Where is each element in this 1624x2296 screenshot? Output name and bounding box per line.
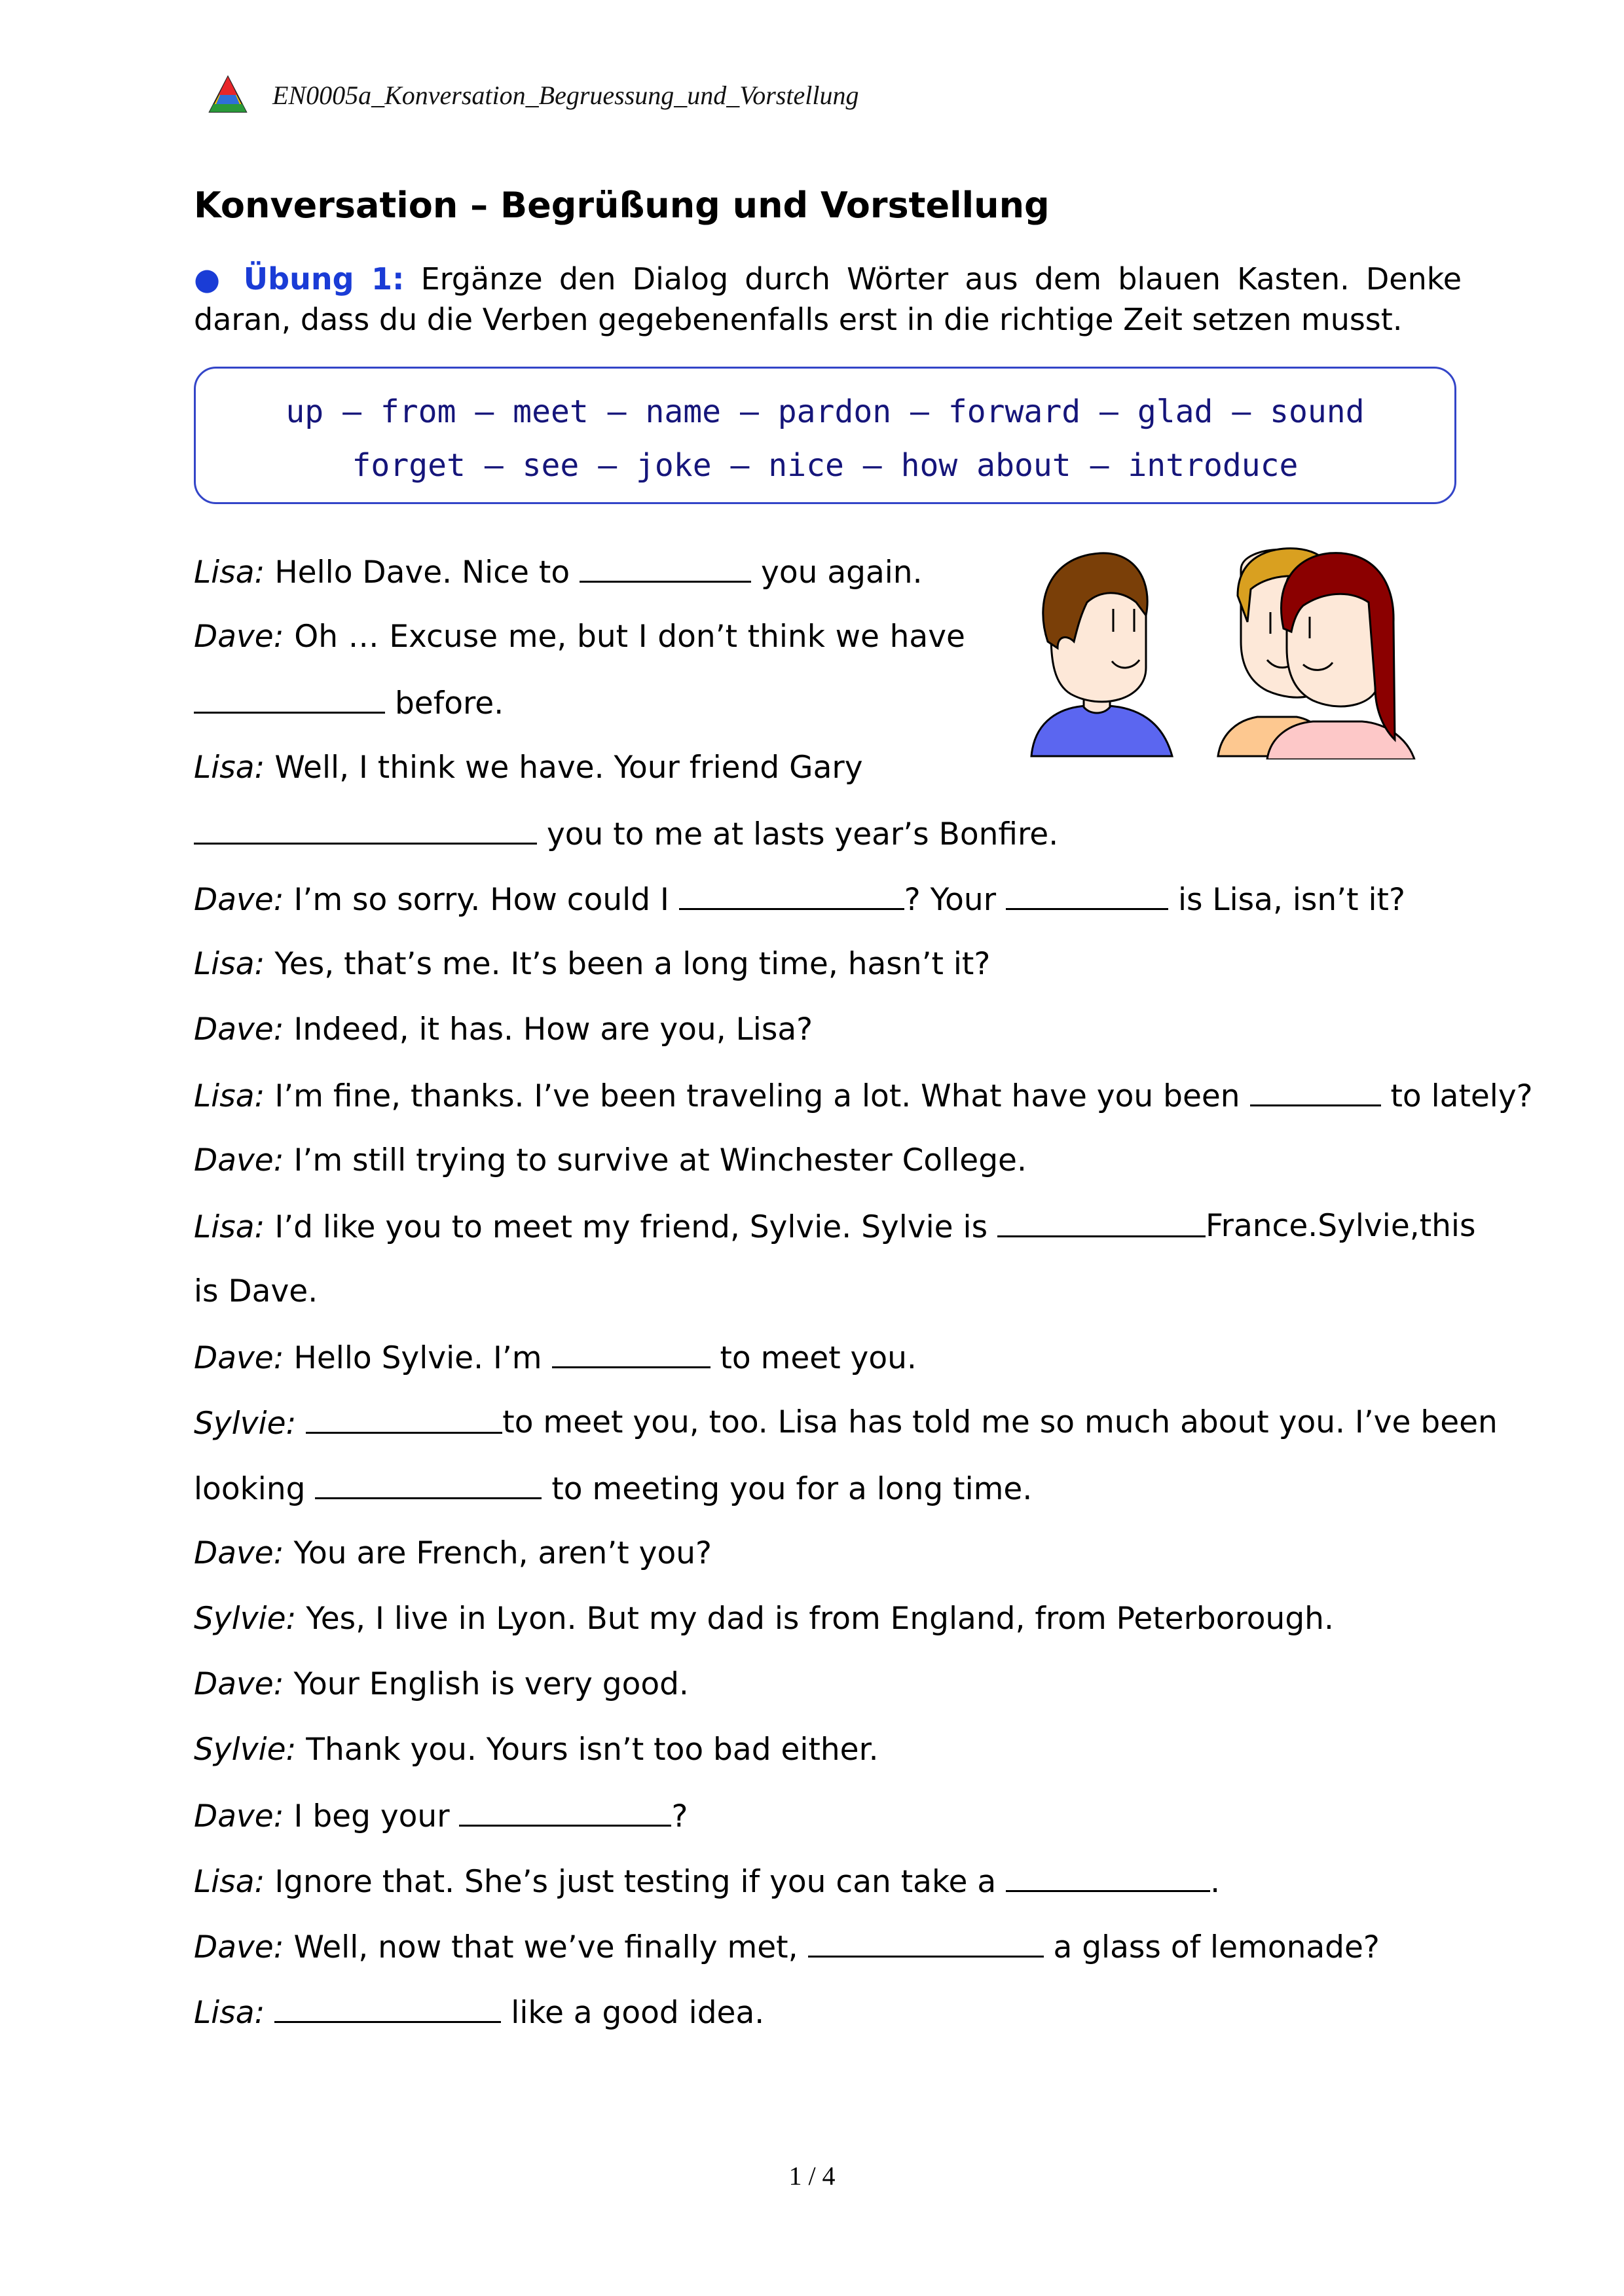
red-haired-girl-figure-icon <box>1267 553 1414 759</box>
dialog-text: Hello Dave. Nice to <box>274 555 570 591</box>
dialog-text: Your English is very good. <box>293 1666 689 1702</box>
blank-field[interactable] <box>580 552 751 583</box>
blank-field[interactable] <box>194 814 537 845</box>
dialog-word: this <box>1419 1208 1476 1244</box>
dialog-text: to meet you, too. Lisa has told me so much about you. I’ve been <box>502 1404 1498 1440</box>
dialog-word: but <box>577 619 629 655</box>
dialog-text: Thank you. Yours isn’t too bad either. <box>306 1732 879 1768</box>
exercise-instruction <box>194 259 1462 340</box>
dialog-text: you again. <box>761 555 923 591</box>
blank-field[interactable] <box>679 879 904 910</box>
exercise-label: Übung 1: <box>243 261 405 297</box>
speaker-label: Lisa: <box>194 1864 265 1900</box>
dialog-word: I <box>638 619 648 655</box>
dialog-word: Excuse <box>389 619 498 655</box>
dialog-line <box>194 945 990 984</box>
dialog-line <box>194 879 1405 920</box>
dialog-line <box>194 1076 1533 1116</box>
dialog-text: I’d like you to meet my friend, Sylvie. Sylvie is <box>274 1209 988 1245</box>
dialog-text: is Dave. <box>194 1273 318 1309</box>
word-box <box>194 367 1456 504</box>
dialog-line <box>194 1272 318 1311</box>
dialog-text: I’m so sorry. How could I <box>293 882 669 918</box>
blank-field[interactable] <box>274 1992 501 2023</box>
dialog-line <box>194 552 923 592</box>
blank-field[interactable] <box>306 1403 502 1434</box>
speaker-label: Lisa: <box>194 1995 265 2031</box>
blank-field[interactable] <box>315 1468 542 1499</box>
dialog-word: think <box>747 619 825 655</box>
dialog-text: I beg your <box>293 1798 450 1834</box>
dialog-line <box>194 617 965 657</box>
bullet-icon: ● <box>194 261 227 297</box>
speaker-label: Lisa: <box>194 946 265 982</box>
dialog-text: is Lisa, isn’t it? <box>1177 882 1405 918</box>
dialog-word: don’t <box>657 619 737 655</box>
dialog-line <box>194 1338 917 1378</box>
speaker-label: Dave: <box>194 1142 284 1178</box>
boy-figure-icon <box>1031 553 1172 756</box>
blank-field[interactable] <box>459 1796 671 1827</box>
dialog-line <box>194 1207 1476 1247</box>
dialog-text: I’m fine, thanks. I’ve been traveling a lot. What have you been <box>274 1078 1240 1114</box>
speaker-label: Dave: <box>194 1535 284 1571</box>
speaker-label: Dave: <box>194 1929 284 1965</box>
dialog-line <box>194 1141 1027 1180</box>
dialog-text: like a good idea. <box>511 1995 765 2031</box>
dialog-line <box>194 1534 712 1573</box>
dialog-line <box>194 1730 879 1770</box>
dialog-text: you to me at lasts year’s Bonfire. <box>546 816 1059 852</box>
dialog-text: Indeed, it has. How are you, Lisa? <box>293 1011 813 1048</box>
dialog-text: I’m still trying to survive at Winchester College. <box>293 1142 1027 1178</box>
dialog-text: before. <box>394 685 504 721</box>
speaker-label: Lisa: <box>194 555 265 591</box>
dialog-word: we <box>835 619 879 655</box>
dialog-text: Yes, that’s me. It’s been a long time, hasn’t it? <box>274 946 991 982</box>
instruction-text: Ergänze den Dialog durch Wörter aus dem blauen Kasten. Denke daran, dass du die Verben gegebenenfalls erst in die richtige Zeit setzen musst. <box>194 261 1462 337</box>
dialog-text: You are French, aren’t you? <box>293 1535 712 1571</box>
dialog-line <box>194 1599 1334 1639</box>
dialog-text: Well, now that we’ve finally met, <box>293 1929 798 1965</box>
dialog-word: France. <box>1206 1208 1318 1244</box>
speaker-label: Lisa: <box>194 1209 265 1245</box>
dialog-line <box>194 814 1058 854</box>
blank-field[interactable] <box>552 1338 710 1368</box>
speaker-label: Lisa: <box>194 750 265 786</box>
blank-field[interactable] <box>1250 1076 1381 1106</box>
speaker-label: Sylvie: <box>194 1601 297 1637</box>
word-box-line-1: up – from – meet – name – pardon – forward – glad – sound <box>286 393 1365 430</box>
document-header <box>207 72 859 118</box>
dialog-line <box>194 683 504 723</box>
dialog-word: Oh <box>294 619 339 655</box>
dialog-text: to meet you. <box>720 1340 917 1376</box>
speaker-label: Dave: <box>194 882 284 918</box>
dialog-line <box>194 1468 1032 1509</box>
dialog-word: have <box>889 619 965 655</box>
dialog-line <box>194 1927 1380 1967</box>
word-box-line-2: forget – see – joke – nice – how about – introduce <box>352 447 1299 484</box>
speaker-label: Dave: <box>194 1340 284 1376</box>
speaker-label: Dave: <box>194 1798 284 1834</box>
speaker-label: Dave: <box>194 1011 284 1048</box>
dialog-line <box>194 1992 764 2033</box>
dialog-text: a glass of lemonade? <box>1053 1929 1380 1965</box>
dialog-text: ? <box>671 1798 688 1834</box>
speaker-label: Lisa: <box>194 1078 265 1114</box>
speaker-label: Dave: <box>194 1666 284 1702</box>
dialog-text: Ignore that. She’s just testing if you can take a <box>274 1864 997 1900</box>
speaker-label: Dave: <box>194 619 284 655</box>
dialog-text: ? Your <box>904 882 997 918</box>
dialog-line <box>194 1796 688 1836</box>
dialog-text: Yes, I live in Lyon. But my dad is from England, from Peterborough. <box>306 1601 1334 1637</box>
dialog-word: Sylvie, <box>1318 1208 1420 1244</box>
blank-field[interactable] <box>194 683 385 714</box>
blank-field[interactable] <box>1006 879 1168 910</box>
dialog-line <box>194 1403 1498 1444</box>
page-number: 1 / 4 <box>788 2161 836 2191</box>
blank-field[interactable] <box>808 1927 1044 1958</box>
dialog-text: Hello Sylvie. I’m <box>293 1340 542 1376</box>
dialog-line <box>194 1665 689 1704</box>
speaker-label: Sylvie: <box>194 1406 297 1442</box>
blank-field[interactable] <box>997 1207 1206 1237</box>
dialog-line <box>194 1861 1220 1902</box>
speaker-label: Sylvie: <box>194 1732 297 1768</box>
dialog-line <box>194 748 863 788</box>
dialog-word: me, <box>507 619 567 655</box>
blank-field[interactable] <box>1006 1861 1210 1892</box>
dialog-text: . <box>1210 1864 1221 1900</box>
filename: EN0005a_Konversation_Begruessung_und_Vorstellung <box>272 80 859 110</box>
dialog-text: looking <box>194 1471 306 1507</box>
page-title: Konversation – Begrüßung und Vorstellung <box>194 185 1050 226</box>
dialog-text: Well, I think we have. Your friend Gary <box>274 750 863 786</box>
dialog-word: … <box>348 619 379 655</box>
people-illustration <box>1022 543 1454 759</box>
dialog-line <box>194 1010 813 1049</box>
pyramid-logo-icon <box>207 75 249 115</box>
dialog-text: to meeting you for a long time. <box>551 1471 1033 1507</box>
dialog-text: to lately? <box>1390 1078 1533 1114</box>
